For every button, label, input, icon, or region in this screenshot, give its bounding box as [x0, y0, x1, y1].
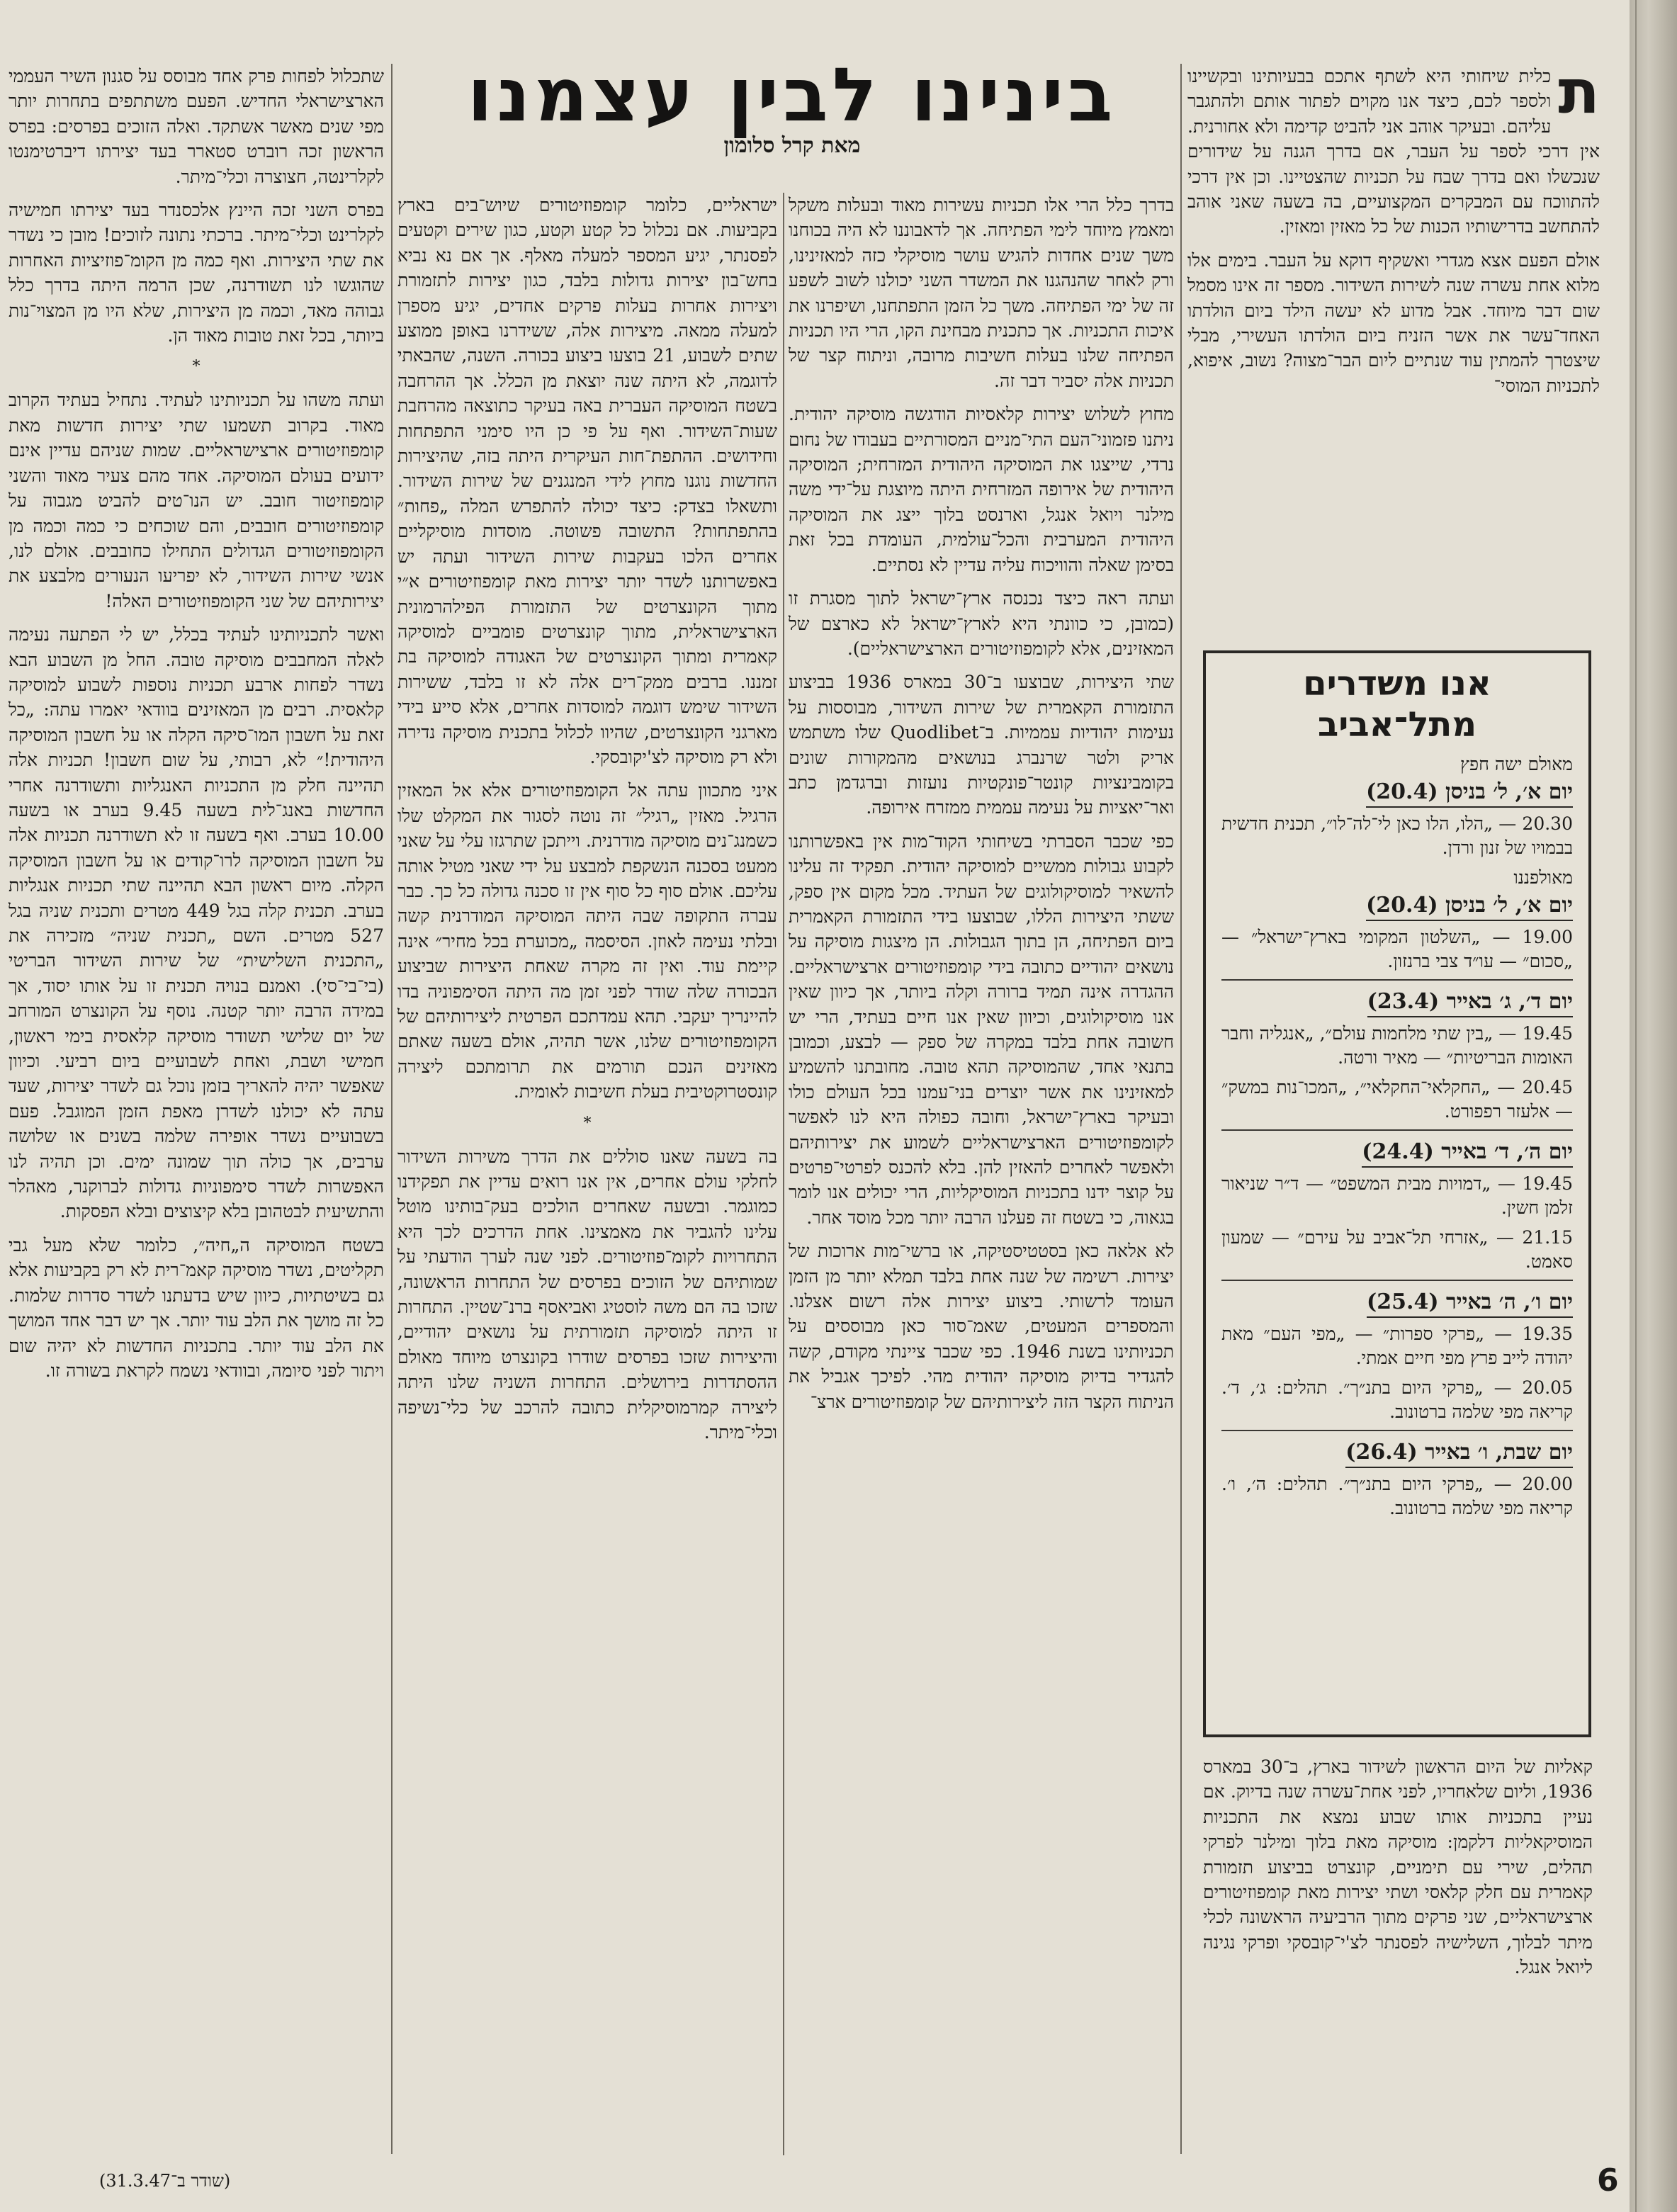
paragraph: לא אלאה כאן בסטטיסטיקה, או ברשי־מות ארוכות של יצירות. רשימה של שנה אחת בלבד תמלא יותר מן הזמן העומד לרשותי. ביצוע יצירות אלה רשום אצלנו. והמספרים המעטים, שאמ־סור כאן מבוססים על תכניותינו בשנת 1946. כפי שכבר ציינתי מקודם, קשה להגדיר בדיוק מוסיקה יהודית מהי. לפיכך אגביל את הניתוח הקצר הזה ליצירותיהם של קומפוזיטורים ארצ־	[789, 1241, 1174, 1412]
paragraph: איני מתכוון עתה אל הקומפוזיטורים אלא אל המאזין הרגיל. מאזין „רגיל״ זה נוטה לסגור את המקלט שלו כשמנג־נים מוסיקה מודרנית. וייתכן שתרגזו עלי על שאני ממעט בסכנה הנשקפת למבצע על ידי שאני מטיל אותה עליכם. אולם סוף כל סוף אין זו סכנה גדולה כל כך. כבר עברה התקופה שבה היתה המוסיקה המודרנית קשה ובלתי נעימה לאוזן. הסיסמה „מכוערת בכל מחיר״ אינה קיימת עוד. ואין זה מקרה שאחת היצירות שביצוע הבכורה שלה שודר לפני זמן מה היתה הסימפוניה בדו להיינריך יעקבי. תהא עמדתכם הפרטית ליצירותיהם של הקומפוזיטורים שלנו, אשר תהיה, אולם בשעה שאתם מאזינים הנכם תורמים את תרומתכם ליצירה קונסטרוקטיבית בעלת חשיבות לאומית.	[397, 780, 777, 1102]
paragraph: ועתה משהו על תכניותינו לעתיד. נתחיל בעתיד הקרוב מאוד. בקרוב תשמעו שתי יצירות חדשות מאת קומפוזיטורים ארצישראליים. שמות שניהם עדיין אינם ידועים בעולם המוסיקה. אחד מהם צעיר מאוד והשני קומפוזיטור חובב. יש הנו־טים להביט מגבוה על קומפוזיטורים חובבים, והם שוכחים כי כמה וכמה מן הקומפוזיטורים הגדולים התחילו כחובבים. אולם לנו, אנשי שירות השידור, לא יפריעו הנעורים מלבצע את יצירותיהם של שני הקומפוזיטורים האלה!	[9, 390, 384, 611]
schedule-separator	[1221, 1430, 1573, 1431]
schedule-program: 19.45 — „דמויות מבית המשפט״ — ד״ר שניאור זלמן חשין.	[1221, 1173, 1573, 1218]
schedule-day: יום ו׳, ה׳ באייר (25.4)	[1367, 1288, 1573, 1318]
schedule-program: 19.00 — „השלטון המקומי בארץ־ישראל״ — „סכום״ — עו״ד צבי ברנזון.	[1221, 927, 1573, 971]
schedule-day: יום ה׳, ד׳ באייר (24.4)	[1362, 1138, 1573, 1168]
schedule-day-row	[1221, 777, 1573, 812]
schedule-day-row	[1221, 986, 1573, 1022]
paragraph: ישראליים, כלומר קומפוזיטורים שיוש־בים בארץ בקביעות. אם נכלול כל קטע וקטע, כגון שירים וקטעים לפסנתר, יגיע המספר למעלה מאלף. אך אם נא נביא בחש־בון יצירות גדולות בלבד, כגון יצירות לתזמורת ויצירות אחרות בעלות פרקים אחדים, יגיע מספרן למעלה ממאה. מיצירות אלה, ששידרנו באופן ממוצע שתים לשבוע, 21 בוצעו ביצוע בכורה. השנה, שהבאתי לדוגמה, לא היתה שנה יוצאת מן הכלל. אך ההרחבה בשטח המוסיקה העברית באה בעיקר כתוצאה מהרחבת שעות־השידור. ואף על פי כן היו סימני התפתחות וחידושים. ההתפת־חות העיקרית היתה בזה, שהיצירות החדשות נוגנו מחוץ לידי המנגנים של שירות השידור. ותשאלו בצדק: כיצד יכולה להתפרש המלה „פחות״ בהתפתחות? התשובה פשוטה. מוסדות מוסיקליים אחרים הלכו בעקבות שירות השידור ועתה יש באפשרותנו לשדר יותר יצירות מאת קומפוזיטורים א״י מתוך הקונצרטים של התזמורת הפילהרמונית הארצישראלית, מתוך קונצרטים פומביים למוסיקה קאמרית ומתוך הקונצרטים של האגודה למוסיקה בת זמננו. ברבים ממק־רים אלה לא זו בלבד, ששירות השידור שימש דוגמה למוסדות אחרים, אלא סייע בידי מארגני הקונצרטים, שהיוו לכלול בתכנית מוסיקה נדירה ולא רק מוסיקה לצ'יקובסקי.	[397, 195, 777, 767]
paragraph: בשטח המוסיקה ה„חיה״, כלומר שלא מעל גבי תקליטים, נשדר מוסיקה קאמ־רית לא רק בקביעות אלא גם בשיטתיות, כיוון שיש בדעתנו לשדר סדרות שלמות. כל זה מושך את הלב עוד יותר. אך יש דבר אחד המושך את הלב עוד יותר. בתכניות החדשות לא יהיה שום ויתור לפני סיומה, ובוודאי נשמח לקראת בשורה זו.	[9, 1234, 384, 1381]
schedule-station: מאולם ישה חפץ	[1460, 754, 1573, 774]
schedule-day-row	[1221, 1287, 1573, 1322]
paragraph: בפרס השני זכה היינץ אלכסנדר בעד יצירתו חמישיה לקלרינט וכלי־מיתר. ברכתי נתונה לזוכים! מובן כי נשדר את שתי היצירות. ואף כמה מן הקומ־פוזיציות האחרות שהוגשו לנו תשודרנה, שכן הרמה היתה בדרך כלל גבוהה מאד, וכמה מן היצירות, שלא היו מן המצוי־נות ביותר, בכל זאת טובות מאוד הן.	[9, 200, 384, 346]
schedule-program: 20.05 — „פרקי היום בתנ״ך״. תהלים: ג׳, ד׳. קריאה מפי שלמה ברטונוב.	[1221, 1377, 1573, 1422]
article-column-2	[789, 193, 1174, 2162]
paragraph: כפי שכבר הסברתי בשיחותי הקוד־מות אין באפשרותנו לקבוע גבולות ממשיים למוסיקה יהודית. תפקיד זה עלינו להשאיר למוסיקולוגים של העתיד. מכל מקום אין ספק, ששתי היצירות הללו, שבוצעו בידי התזמורת הקאמרית ביום הפתיחה, הן בתוך הגבולות. הן מיצגות מוסיקה על נושאים יהודיים כתובה בידי קומפוזיטורים ארצישראליים. ההגדרה אינה תמיד ברורה וקלה ביותר, אך כיוון שאין אנו מוסיקולוגים, וכיוון שאין אנו חיים בעתיד, הרי יש חשובה אחת בלבד במקרה של ספק — לבצע, וכמובן בתנאי אחד, שהמוסיקה תהא טובה. מחובתנו להשמיע למאזינינו את אשר יוצרים בני־עמנו בכל העולם כולו ובעיקר בארץ־ישראל, וחובה כפולה היא לנו לאפשר לקומפוזיטורים הארצישראליים לשמוע את יצירותיהם ולאפשר לאחרים להאזין להן. בלא להכנס לפרטי־פרטים על קוצר ידנו בתכניות המוסיקליות, הרי יכולים אנו לומר בגאוה, כי בשטח זה פעלנו הרבה יותר מכל מוסד אחר.	[789, 830, 1174, 1228]
article-column-1	[1187, 64, 1600, 631]
broadcast-schedule-box	[1203, 650, 1591, 1737]
paragraph: ועתה ראה כיצד נכנסה ארץ־ישראל לתוך מסגרת זו (כמובן, כי כוונתי היא לארץ־ישראל לא כארצם של המאזינים, אלא לקומפוזיטורים הארצישראליים).	[789, 588, 1174, 659]
paragraph: ואשר לתכניותינו לעתיד בכלל, יש לי הפתעה נעימה לאלה המחבבים מוסיקה טובה. החל מן השבוע הבא נשדר לפחות ארבע תכניות נוספות לשבוע למוסיקה קלאסית. רבים מן המאזינים בוודאי יאמרו עתה: „כל זאת על חשבון המו־סיקה הקלה או על חשבון המוסיקה היהודית!״ לא, רבותי, על שום חשבון! תכניות אלה תהיינה חלק מן התכניות האנגליות ותשודרנה אחרי החדשות באנג־לית בשעה 9.45 בערב או בשעה 10.00 בערב. ואף בשעה זו לא תשודרנה תכניות אלה על חשבון המוסיקה לרו־קודים או על חשבון המוסיקה הקלה. מיום ראשון הבא תהיינה שתי תכניות אנגליות בערב. תכנית קלה בגל 449 מטרים ותכנית שניה בגל 527 מטרים. השם „תכנית שניה״ מזכירה את „התכנית השלישית״ של שירות השידור הבריטי (בי־בי־סי). ואמנם בנויה תכנית זו על אותו יסוד, אך במידה הרבה יותר קטנה. נוסף על הקונצרט המורחב של יום שלישי תשודר מוסיקה קלאסית בימי ראשון, חמישי ושבת, ואחת לשבועיים ביום רביעי. וכיוון שאפשר יהיה להאריך בזמן נוכל גם לשדר יצירות, שעד עתה לא יכולנו לשדרן מאפת הזמן המוגבל. פעם בשבועיים נשדר אופירה שלמה בשנים או שלושה ערבים, אך כולה תוך שמונה ימים. וכן תהיה לנו האפשרות לשדר סימפוניות גדולות לברוקנר, מאהלר והתשיעית לבטהובן בלא קיצוצים ובלא הפסקות.	[9, 624, 384, 1222]
section-divider: *	[192, 358, 201, 376]
schedule-separator	[1221, 1129, 1573, 1131]
schedule-program: 20.45 — „החקלאי־החקלאי״, „המכו־נות במשק״ — אלעזר רפפורט.	[1221, 1077, 1573, 1122]
paragraph: בה בשעה שאנו סוללים את הדרך משירות השידור לחלקי עולם אחרים, אין אנו רואים עדיין את תפקידנו כמוגמר. ובשעה שאחרים הולכים בעק־בותינו מוטל עלינו להגביר את מאמצינו. אחת הדרכים לכך היא התחרויות לקומ־פוזיטורים. לפני שנה לערך הודעתי על שמותיהם של הזוכים בפרסים של התחרות הראשונה, שזכו בה הם משה לוסטיג ואביאסף ברנ־שטיין. התחרות זו היתה למוסיקה תזמורתית על נושאים יהודיים, והיצירות שזכו בפרסים שודרו בקונצרט מיוחד מאולם ההסתדרות בירושלים. התחרות השניה שלנו היתה ליצירה קמרמוסיקלית כתובה להרכב של כלי־נשיפה וכלי־מיתר.	[397, 1146, 777, 1443]
schedule-day: יום ד׳, ג׳ באייר (23.4)	[1367, 988, 1573, 1017]
article-column-1-continued	[1203, 1754, 1593, 2151]
paragraph: כלית שיחותי היא לשתף אתכם בבעיותינו ובקשיינו ולספר לכם, כיצד אנו מקוים לפתור אותם ולהתגבר עליהם. ובעיקר אוהב אני להביט קדימה ולא אחורנית. אין דרכי לספר על העבר, אם בדרך הגנה על שידורים שנכשלו ואם בדרך שבח על תכניות שהצטיינו. וכן אין דרכי להתווכח עם המבקרים המקצועיים, בה בשעה שאני אוהב להתחשב בדרישותיו הכנות של כל מאזין ומאזין.	[1187, 66, 1600, 237]
schedule-separator	[1221, 1280, 1573, 1281]
schedule-program: 20.30 — „הלו, הלו כאן לי־לה־לו״, תכנית חדשית בבמויו של זנון ורדן.	[1221, 813, 1573, 858]
schedule-sections	[1221, 752, 1573, 1520]
paragraph: אולם הפעם אצא מגדרי ואשקיף דוקא על העבר. בימים אלו מלוא אחת עשרה שנה לשירות השידור. מספר זה אינו מסמל שום דבר מיוחד. אבל מדוע לא יעשה הילד ביום הולדתו האחד־עשר את אשר הזניח ביום הולדתו העשירי, מבלי שיצטרך להמתין עוד שנתיים ליום הבר־מצוה? נשוב, איפוא, לתכניות המוסי־	[1187, 249, 1600, 396]
broadcast-date-note: (שודר ב־31.3.47)	[99, 2171, 231, 2191]
schedule-day: יום א׳, ל׳ בניסן (20.4)	[1366, 778, 1573, 808]
paragraph: שתי היצירות, שבוצעו ב־30 במארס 1936 בביצוע התזמורת הקאמרית של שירות השידור, מבוססות על נעימות יהודיות עממיות. ב־Quodlibet שלו משתמש אריק ולטר שרנברג בנושאים מהמקורות שונים בקומבינציות קונטר־פונקטיות נועזות וברגדמן כתב ואר־יאציות על נעימה עממית ממזרח אירופה.	[789, 672, 1174, 818]
page-number: 6	[1597, 2162, 1619, 2199]
paragraph: מחוץ לשלוש יצירות קלאסיות הודגשה מוסיקה יהודית. ניתנו פזמוני־העם התי־מניים המסורתיים בעבודו של נחום נרדי, שייצגו את המוסיקה היהודית המזרחית; המוסיקה היהודית של אירופה המזרחית היתה מיוצגת על־ידי משה מילנר ויואל אנגל, וארנסט בלוך ייצג את המוסיקה היהודית המערבית והכל־עולמית, העומדת בכל זאת בסימן שאלה והוויכוח עליה עדיין לא נסתיים.	[789, 404, 1174, 575]
schedule-program: 19.45 — „בין שתי מלחמות עולם״, „אנגליה וחבר האומות הבריטיות״ — מאיר ורטה.	[1221, 1023, 1573, 1068]
schedule-day: יום שבת, ו׳ באייר (26.4)	[1345, 1438, 1573, 1468]
schedule-title: אנו משדרים מתל־אביב	[1303, 664, 1491, 745]
schedule-day-row	[1221, 1437, 1573, 1472]
page-edge	[1630, 0, 1677, 2212]
paragraph: שתכלול לפחות פרק אחד מבוסס על סגנון השיר העממי הארצישראלי החדיש. הפעם משתתפים בתחרות יותר מפי שנים מאשר אשתקד. ואלה הזוכים בפרסים: בפרס הראשון זכה רוברט סטארר בעד יצירתו דיברטימנטו לקלרינטה, חצוצרה וכלי־מיתר.	[9, 66, 384, 187]
schedule-separator	[1221, 979, 1573, 981]
paragraph: קאליות של היום הראשון לשידור בארץ, ב־30 במארס 1936, וליום שלאחריו, לפני אחת־עשרה שנה בדיוק. אם נעיין בתכניות אותו שבוע נמצא את התכניות המוסיקאליות דלקמן: מוסיקה מאת בלוך ומילנר לפרקי תהלים, שירי עם תימניים, קונצרט בביצוע תזמורת קאמרית עם חלק קלאסי ושתי יצירות מאת קומפוזיטורים ארצישראליים, שני פרקים מתוך הרביעיה הראשונה לכלי מיתר לבלוך, השלישיה לפסנתר לצ'י־קובסקי ופרקי נגינה ליואל אנגל.	[1203, 1756, 1593, 1978]
byline: מאת קרל סלומון	[723, 133, 861, 158]
schedule-program: 21.15 — „אזרחי תל־אביב על עירם״ — שמעון סאמט.	[1221, 1227, 1573, 1272]
schedule-program: 19.35 — „פרקי ספרות״ — „מפי העם״ מאת יהודה לייב פרץ מפי חיים אמתי.	[1221, 1324, 1573, 1368]
column-rule	[391, 64, 393, 2154]
drop-cap: ת	[1558, 64, 1600, 128]
schedule-station: מאולפננו	[1513, 867, 1573, 888]
column-rule	[783, 193, 784, 2155]
headline: בינינו לבין עצמנו	[467, 52, 1117, 138]
schedule-day: יום א׳, ל׳ בניסן (20.4)	[1366, 891, 1573, 921]
schedule-day-row	[1221, 890, 1573, 925]
column-rule	[1180, 64, 1182, 2154]
article-column-3	[397, 193, 777, 2162]
paragraph: בדרך כלל הרי אלו תכניות עשירות מאוד ובעלות משקל ומאמץ מיוחד לימי הפתיחה. אך לדאבוננו לא היה בכוחנו משך שנים אחדות להגיש עושר מוסיקלי כזה למאזינינו, ורק לאחר שהנהגנו את המשדר השני יכולנו לשוב לשפע זה של ימי הפתיחה. משך כל הזמן התפתחנו, ושיפרנו את איכות התכניות. אך כתכנית מבחינת הקו, הרי היו תכניות הפתיחה שלנו בעלות חשיבות מרובה, וניתוח קצר של תכניות אלה יסביר דבר זה.	[789, 195, 1174, 391]
section-divider: *	[583, 1114, 592, 1132]
schedule-day-row	[1221, 1136, 1573, 1172]
article-column-4	[9, 64, 384, 2147]
schedule-program: 20.00 — „פרקי היום בתנ״ך״. תהלים: ה׳, ו׳. קריאה מפי שלמה ברטונוב.	[1221, 1474, 1573, 1518]
